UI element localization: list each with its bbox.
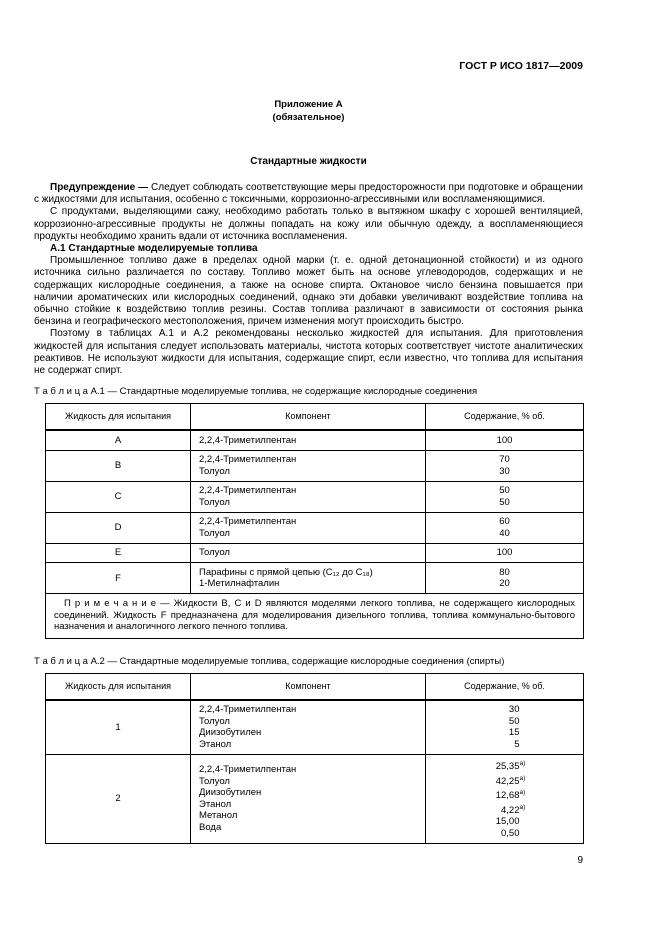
content-cell [426,481,584,512]
body-text-block [34,182,583,377]
value-line: 100 [496,547,513,559]
page-title: Стандартные жидкости [250,156,367,167]
column-header-liquid: Жидкость для испытания [46,673,191,700]
value-line: 40 [499,527,510,539]
table-a2-caption [34,656,583,668]
table-a1-caption-text: Стандартные моделируемые топлива, не содержащие кислородные соединения [119,386,478,398]
component-line: Вода [199,821,222,833]
value-line: 50 [499,485,510,497]
value-line: 15,00 [495,816,520,828]
table-header-row [46,404,584,431]
component-line: Диизобутилен [199,727,262,739]
content-cell [426,512,584,543]
appendix-title: Приложение А [274,99,343,110]
component-line: Толуол [199,775,230,787]
page-number: 9 [577,855,583,866]
component-line: 2,2,4-Триметилпентан [199,485,297,497]
liquid-cell: В [46,450,191,481]
liquid-cell: 1 [46,700,191,755]
warning-lead: Предупреждение — [50,182,149,193]
component-line: 2,2,4-Триметилпентан [199,454,297,466]
component-cell [191,543,426,563]
table-a1 [45,403,584,639]
value-line: 42,25$^{а)}$ [495,774,526,787]
component-line: 2,2,4-Триметилпентан [199,704,297,716]
value-line: 25,35$^{а)}$ [495,760,526,773]
note-text: Жидкости В, С и D являются моделями легкого топлива, не содержащего кислородных соединений. Жидкость F предназначена для моделирования дизельного топлива, топлива коммунально-бытового назначения и аналогичного легкого печного топлива. [54,598,575,633]
table-row [46,700,584,755]
component-cell [191,430,426,450]
value-line: 100 [496,434,513,446]
component-line: Этанол [199,798,232,810]
component-line: 2,2,4-Триметилпентан [199,434,297,446]
component-line: Толуол [199,715,230,727]
component-cell [191,700,426,755]
content-cell [426,700,584,755]
table-row [46,563,584,594]
table-row [46,481,584,512]
component-cell [191,450,426,481]
table-a2-caption-label: Т а б л и ц а А.2 — [34,655,117,667]
content-cell [426,543,584,563]
value-line: 4,22$^{а)}$ [501,803,526,816]
table-a2-caption-text: Стандартные моделируемые топлива, содержащие кислородные соединения (спирты) [119,655,505,667]
liquid-cell: 2 [46,754,191,843]
component-line: Этанол [199,738,232,750]
document-code-header: ГОСТ Р ИСО 1817—2009 [459,60,583,72]
value-line: 20 [499,578,510,590]
column-header-component: Компонент [191,404,426,431]
content-cell [426,754,584,843]
value-line: 50 [508,715,520,727]
value-line: 12,68$^{а)}$ [495,789,526,802]
component-cell [191,563,426,594]
table-note-row [46,594,584,639]
warning-text: Следует соблюдать соответствующие меры предосторожности при подготовке и обращении с жидкостями для испытания, особенно с токсичными, коррозионно-агрессивными или воспламеняющимися. [34,182,583,206]
column-header-content: Содержание, % об. [426,673,584,700]
content-cell [426,430,584,450]
value-line: 60 [499,516,510,528]
table-a1-caption-label: Т а б л и ц а А.1 — [34,386,117,398]
component-line: Толуол [199,465,230,477]
value-line: 15 [508,727,520,739]
value-line: 0,50 [501,827,520,839]
value-line: 30 [508,704,520,716]
table-row [46,543,584,563]
table-row [46,754,584,843]
appendix-subtitle: (обязательное) [272,112,345,123]
note-label: П р и м е ч а н и е — [64,598,170,610]
value-line: 80 [499,566,510,578]
table-row [46,512,584,543]
component-cell [191,512,426,543]
liquid-cell: А [46,430,191,450]
table-a2 [45,673,584,844]
component-line: Парафины с прямой цепью (С₁₂ до С₁₈) [199,566,373,578]
liquid-cell: F [46,563,191,594]
component-line: Метанол [199,810,238,822]
paragraph: Промышленное топливо даже в пределах одной марки (т. е. одной детонационной стойкости) и из одного источника сильно различается по составу. Топливо может быть на основе углеводородов, содержащих и не содержащих кислородные соединения, а также на основе спирта. Октановое число бензина повышается при наличии ароматических или кислородных соединений, однако эти добавки увеличивают воздействие топлива на обычно стойкие к воздействию топлив резины. Состав топлива различают в зависимости от состояния рынка бензина и географического местоположения, причем изменения могут происходить быстро. [34,255,583,328]
section-heading-a1: А.1 Стандартные моделируемые топлива [50,243,258,255]
liquid-cell: С [46,481,191,512]
liquid-cell: Е [46,543,191,563]
column-header-content: Содержание, % об. [426,404,584,431]
component-line: 1-Метилнафталин [199,578,280,590]
component-line: Толуол [199,527,230,539]
table-note [46,594,584,639]
table-a1-caption [34,386,583,398]
table-row [46,430,584,450]
value-line: 50 [499,496,510,508]
content-area [34,0,583,844]
value-line: 70 [499,454,510,466]
component-line: Диизобутилен [199,787,262,799]
column-header-liquid: Жидкость для испытания [46,404,191,431]
table-header-row [46,673,584,700]
column-header-component: Компонент [191,673,426,700]
component-cell [191,754,426,843]
component-line: 2,2,4-Триметилпентан [199,516,297,528]
value-line: 30 [499,465,510,477]
liquid-cell: D [46,512,191,543]
component-line: 2,2,4-Триметилпентан [199,764,297,776]
paragraph: С продуктами, выделяющими сажу, необходимо работать только в вытяжном шкафу с хорошей вентиляцией, коррозионно-агрессивные продукты не должны попадать на кожу или обычную одежду, а воспламеняющиеся продукты необходимо хранить вдали от источника воспламенения. [34,206,583,242]
content-cell [426,450,584,481]
content-cell [426,563,584,594]
table-row [46,450,584,481]
paragraph: Поэтому в таблицах А.1 и А.2 рекомендованы несколько жидкостей для испытания. Для приготовления жидкостей для испытания следует использовать материалы, чистота которых соответствует чистоте аналитических реактивов. Не используют жидкости для испытания, содержащие спирт, если известно, что топлива для испытания не содержат спирт. [34,328,583,377]
value-line: 5 [514,738,520,750]
component-cell [191,481,426,512]
warning-paragraph [34,182,583,206]
component-line: Толуол [199,547,230,559]
component-line: Толуол [199,496,230,508]
